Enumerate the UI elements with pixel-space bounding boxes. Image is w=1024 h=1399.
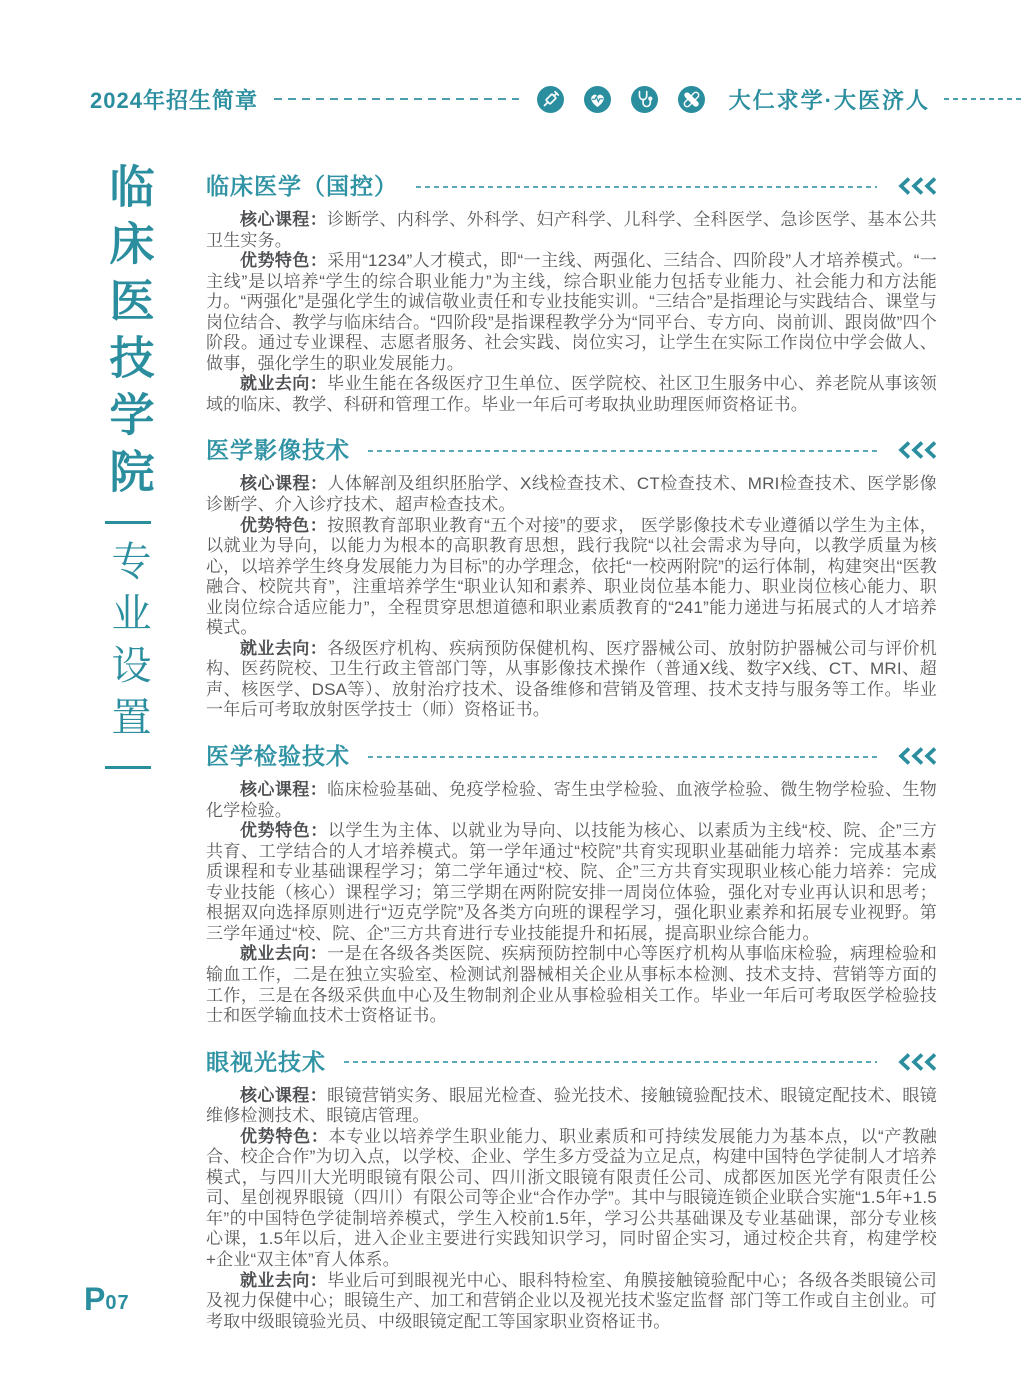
triple-chevron-left-icon (897, 441, 937, 459)
paragraph-label: 优势特色： (240, 515, 328, 535)
employment-paragraph (206, 374, 937, 415)
paragraph-text: 以学生为主体、以就业为导向、以技能为核心、以素质为主线“校、院、企”三方共育、工学结合的人才培养模式。第一学年通过“校院”共育实现职业基础能力培养：完成基本素质课程和专业基础课程学习；第二学年通过“校、院、企”三方共育实现职业核心能力培养：完成专业技能（核心）课程学习；第三学期在两附院安排一周岗位体验，强化对专业再认识和思考；根据双向选择原则进行“迈克学院”及各类方向班的课程学习，强化职业素养和拓展专业视野。第三学年通过“校、院、企”三方共育进行专业技能提升和拓展，提高职业综合能力。 (206, 821, 937, 943)
paragraph-text: 各级医疗机构、疾病预防保健机构、医疗器械公司、放射防护器械公司与评价机构、医药院校、卫生行政主管部门等，从事影像技术操作（普通X线、数字X线、CT、MRI、超声、核医学、DSA等）、放射治疗技术、设备维修和营销及管理、技术支持与服务等工作。毕业一年后可考取放射医学技士（师）资格证书。 (206, 638, 938, 720)
header-dashed-line-end (944, 98, 1024, 100)
paragraph-label: 就业去向： (240, 1270, 328, 1290)
triple-chevron-left-icon (897, 747, 937, 765)
core-courses-paragraph (206, 474, 937, 515)
section-header (206, 1044, 937, 1077)
paragraph-label: 优势特色： (240, 251, 328, 271)
features-paragraph (206, 1127, 937, 1271)
section-title: 医学检验技术 (206, 743, 350, 770)
features-paragraph (206, 821, 937, 944)
paragraph-label: 核心课程： (240, 474, 328, 494)
paragraph-label: 优势特色： (240, 1126, 329, 1146)
sidebar-divider (105, 766, 151, 769)
paragraph-text: 人体解剖及组织胚胎学、X线检查技术、CT检查技术、MRI检查技术、医学影像诊断学、介入诊疗技术、超声检查技术。 (206, 474, 938, 515)
paragraph-label: 核心课程： (240, 780, 328, 800)
paragraph-label: 核心课程： (240, 210, 328, 229)
majors-content (206, 168, 937, 1332)
paragraph-label: 核心课程： (240, 1085, 328, 1105)
core-courses-paragraph (206, 210, 937, 251)
paragraph-text: 临床检验基础、免疫学检验、寄生虫学检验、血液学检验、微生物学检验、生物化学检验。 (206, 780, 938, 820)
section-header (206, 168, 937, 201)
section-title: 临床医学（国控） (206, 173, 398, 199)
paragraph-text: 眼镜营销实务、眼屈光检查、验光技术、接触镜验配技术、眼镜定配技术、眼镜维修检测技术、眼镜店管理。 (206, 1085, 938, 1126)
section-medical-laboratory (206, 738, 937, 1027)
section-dashed-line (368, 756, 877, 758)
employment-paragraph (206, 639, 937, 721)
sidebar-divider (105, 521, 151, 524)
section-dashed-line (368, 450, 877, 452)
paragraph-label: 就业去向： (240, 638, 328, 658)
features-paragraph (206, 251, 937, 374)
paragraph-text: 毕业后可到眼视光中心、眼科特检室、角膜接触镜验配中心；各级各类眼镜公司及视力保健中心；眼镜生产、加工和营销企业以及视光技术鉴定监督 部门等工作或自主创业。可考取中级眼镜验光员、中级眼镜定配工等国家职业资格证书。 (206, 1270, 938, 1331)
section-dashed-line (344, 1061, 877, 1063)
heartbeat-icon (584, 86, 611, 113)
paragraph-label: 优势特色： (240, 821, 328, 841)
core-courses-paragraph (206, 780, 937, 821)
paragraph-label: 就业去向： (240, 944, 328, 964)
triple-chevron-left-icon (897, 1053, 937, 1071)
school-motto: 大仁求学·大医济人 (728, 87, 930, 113)
page-number-prefix: P (84, 1281, 106, 1317)
core-courses-paragraph (206, 1086, 937, 1127)
employment-paragraph (206, 944, 937, 1026)
stethoscope-icon (631, 86, 658, 113)
page-header (90, 84, 1024, 114)
page-number (84, 1283, 130, 1315)
syringe-icon (537, 86, 564, 113)
paragraph-text: 本专业以培养学生职业能力、职业素质和可持续发展能力为基本点，以“产教融合、校企合作”为切入点，以学校、企业、学生多方受益为立足点，构建中国特色学徒制人才培养模式，与四川大光明眼镜有限公司、四川浙文眼镜有限责任公司、成都医加医光学有限责任公司、星创视界眼镜（四川）有限公司等企业“合作办学”。其中与眼镜连锁企业联合实施“1.5年+1.5年”的中国特色学徒制培养模式，学生入校前1.5年，学习公共基础课及专业基础课，部分专业核心课，1.5年以后，进入企业主要进行实践知识学习，同时留企实习，通过校企共育，构建学校+企业“双主体”育人体系。 (206, 1126, 937, 1269)
pills-icon (678, 86, 705, 113)
paragraph-text: 毕业生能在各级医疗卫生单位、医学院校、社区卫生服务中心、养老院从事该领域的临床、教学、科研和管理工作。毕业一年后可考取执业助理医师资格证书。 (206, 374, 938, 414)
paragraph-label: 就业去向： (240, 374, 328, 394)
section-header (206, 738, 937, 771)
section-optometry (206, 1044, 937, 1333)
major-setup-label-vertical: 专业设置 (106, 540, 150, 748)
paragraph-text: 一是在各级各类医院、疾病预防控制中心等医疗机构从事临床检验，病理检验和输血工作，二是在独立实验室、检测试剂器械相关企业从事标本检测、技术支持、营销等方面的工作，三是在各级采供血中心及生物制剂企业从事检验相关工作。毕业一年后可考取医学检验技士和医学输血技术士资格证书。 (206, 944, 938, 1026)
paragraph-text: 诊断学、内科学、外科学、妇产科学、儿科学、全科医学、急诊医学、基本公共卫生实务。 (206, 210, 938, 250)
section-dashed-line (416, 186, 877, 188)
employment-paragraph (206, 1271, 937, 1333)
header-icon-group (537, 86, 705, 113)
section-title: 医学影像技术 (206, 437, 350, 464)
sidebar (82, 163, 174, 771)
brochure-title: 2024年招生简章 (90, 87, 258, 113)
features-paragraph (206, 516, 937, 639)
triple-chevron-left-icon (897, 177, 937, 195)
section-medical-imaging (206, 432, 937, 721)
section-title: 眼视光技术 (206, 1048, 326, 1075)
section-header (206, 432, 937, 465)
section-clinical-medicine (206, 168, 937, 415)
college-name-vertical: 临床医技学院 (101, 163, 155, 505)
paragraph-text: 采用“1234”人才模式，即“一主线、两强化、三结合、四阶段”人才培养模式。“一主线”是以培养“学生的综合职业能力”为主线，综合职业能力包括专业能力、社会能力和方法能力。“两强化”是强化学生的诚信敬业责任和专业技能实训。“三结合”是指理论与实践结合、课堂与岗位结合、教学与临床结合。“四阶段”是指课程教学分为“同平台、专方向、岗前训、跟岗做”四个阶段。通过专业课程、志愿者服务、社会实践、岗位实习，让学生在实际工作岗位中学会做人、做事，强化学生的职业发展能力。 (206, 251, 938, 373)
page-number-value: 07 (105, 1292, 130, 1314)
paragraph-text: 按照教育部职业教育“五个对接”的要求， 医学影像技术专业遵循以学生为主体，以就业为导向，以能力为根本的高职教育思想，践行我院“以社会需求为导向，以教学质量为核心，以培养学生终身发展能力为目标”的办学理念，依托“一校两附院”的运行体制，构建突出“医教融合、校院共育”，注重培养学生“职业认知和素养、职业岗位基本能力、职业岗位核心能力、职业岗位综合适应能力”，全程贯穿思想道德和职业素质教育的“241”能力递进与拓展式的人才培养模式。 (206, 515, 937, 638)
header-dashed-line (274, 98, 519, 100)
